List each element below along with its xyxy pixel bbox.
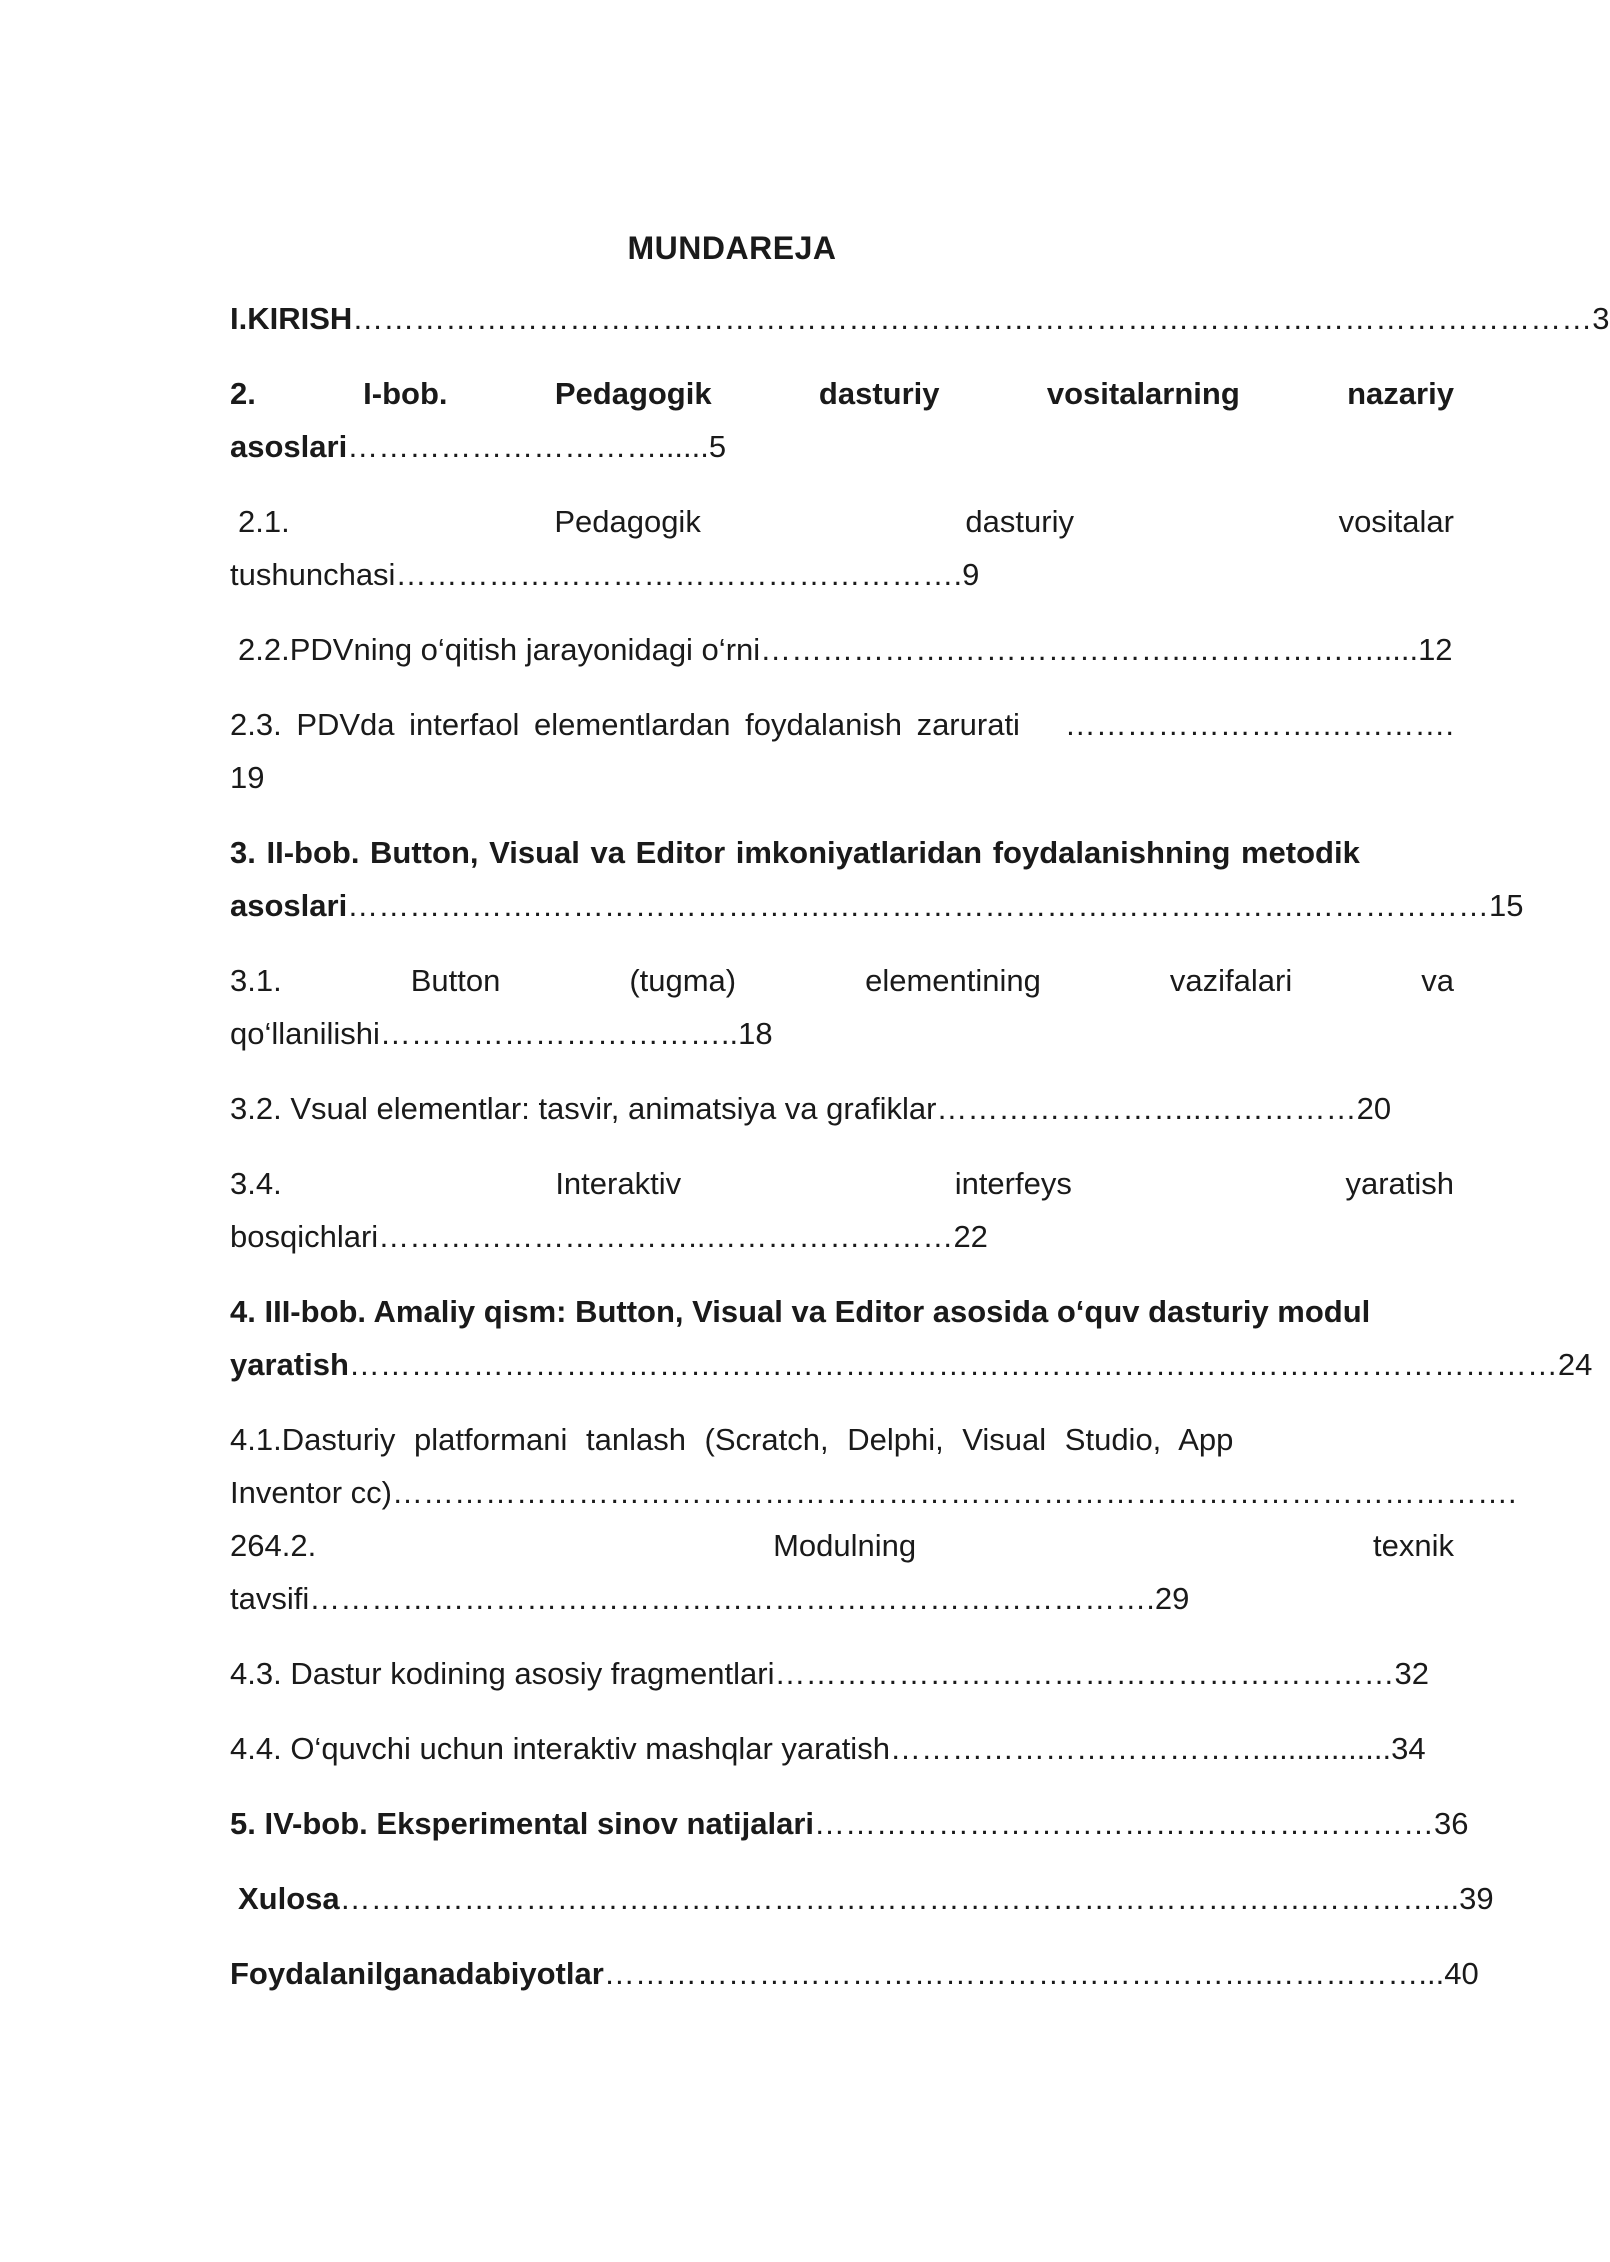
toc-entry-2-3 xyxy=(230,698,1454,804)
toc-entry-title: tavsifi xyxy=(230,1581,310,1616)
toc-word: Pedagogik xyxy=(554,376,712,411)
toc-entry-line xyxy=(230,698,1454,751)
toc-word: yaratish xyxy=(1345,1166,1454,1201)
toc-entry-2-1 xyxy=(230,495,1454,601)
toc-entry-title: Xulosa xyxy=(238,1881,340,1916)
toc-leader-dots: ………………………………………………………………………………….…………... xyxy=(339,1881,1460,1916)
toc-entry-title: 5. IV-bob. Eksperimental sinov natijalari xyxy=(230,1806,815,1841)
toc-entry-continuation xyxy=(230,879,1524,932)
toc-word: vositalar xyxy=(1338,504,1454,539)
toc-entry-3-1 xyxy=(230,954,1454,1060)
toc-page-number: 36 xyxy=(1434,1806,1469,1841)
toc-entry-title: tushunchasi xyxy=(230,557,396,592)
toc-word: Button xyxy=(410,963,501,998)
toc-word: 3.4. xyxy=(230,1166,282,1201)
toc-leader-dots: …………………………….. xyxy=(379,1016,739,1051)
toc-leader-dots: ………………………………………………………………………. xyxy=(309,1581,1155,1616)
toc-page-number: 12 xyxy=(1418,632,1453,667)
toc-entry-3-4 xyxy=(230,1157,1454,1263)
toc-page-number: 34 xyxy=(1391,1731,1426,1766)
toc-page-number: 24 xyxy=(1557,1347,1593,1382)
toc-word: elementining xyxy=(865,963,1041,998)
toc-entry-title: asoslari xyxy=(230,429,348,464)
toc-leader-dots: …………………………………………………… xyxy=(774,1656,1395,1691)
toc-entry-continuation xyxy=(230,1572,1454,1625)
toc-word: 2. xyxy=(230,376,256,411)
toc-entry-4-4 xyxy=(230,1722,1454,1775)
toc-entry-title: bosqichlari xyxy=(230,1219,379,1254)
toc-page-number: 39 xyxy=(1459,1881,1494,1916)
toc-entry-continuation xyxy=(230,548,1454,601)
toc-leader-dots: ……………….……………………….……………………………………….……………… xyxy=(347,888,1490,923)
toc-entry-line xyxy=(230,1157,1454,1210)
toc-entry-title: Foydalanilganadabiyotlar xyxy=(230,1956,604,1991)
toc-entry-chapter-2 xyxy=(230,826,1524,932)
toc-page-number: 9 xyxy=(962,557,980,592)
toc-entry-title: 4.3. Dastur kodining asosiy fragmentlari xyxy=(230,1656,775,1691)
toc-leader-dots: ……………….…………………..………………..... xyxy=(760,632,1419,667)
toc-word: nazariy xyxy=(1347,376,1454,411)
toc-page-number: 32 xyxy=(1394,1656,1429,1691)
toc-word: va xyxy=(1421,963,1454,998)
toc-entry-continuation xyxy=(230,1466,1517,1519)
toc-entry-title: asoslari xyxy=(230,888,348,923)
toc-word: (tugma) xyxy=(629,963,737,998)
toc-entry-title: 3.2. Vsual elementlar: tasvir, animatsiya va grafiklar xyxy=(230,1091,937,1126)
toc-word: 3.1. xyxy=(230,963,282,998)
toc-word: I-bob. xyxy=(363,376,448,411)
toc-word: interfeys xyxy=(954,1166,1072,1201)
toc-leader-dots: ………………………………............... xyxy=(889,1731,1392,1766)
toc-page-number: 22 xyxy=(953,1219,988,1254)
toc-leader-dots: ………………………………………………………………………………………………………… xyxy=(352,301,1593,336)
toc-entry-title: I.KIRISH xyxy=(230,301,353,336)
toc-entry-line xyxy=(230,954,1454,1007)
toc-entry-continuation xyxy=(230,1210,1454,1263)
toc-word: dasturiy xyxy=(818,376,940,411)
toc-leader-dots: ……………………..…………… xyxy=(936,1091,1357,1126)
toc-entry-references xyxy=(230,1947,1479,2000)
toc-leader-dots: ……………………………………………………….……………... xyxy=(603,1956,1445,1991)
toc-leader-dots: …………………….…………. xyxy=(1064,707,1454,742)
toc-entry-title: yaratish xyxy=(230,1347,349,1382)
toc-entry-title: 4.4. O‘quvchi uchun interaktiv mashqlar yaratish xyxy=(230,1731,890,1766)
toc-word: texnik xyxy=(1373,1528,1454,1563)
toc-word: vositalarning xyxy=(1046,376,1240,411)
toc-entry-title: 2.2.PDVning o‘qitish jarayonidagi o‘rni xyxy=(238,632,761,667)
toc-entry-line: 4.1.Dasturiy platformani tanlash (Scratch, Delphi, Visual Studio, App xyxy=(230,1422,1234,1457)
toc-entry-title: Inventor cc) xyxy=(230,1475,392,1510)
toc-entry-4-1 xyxy=(230,1413,1517,1625)
toc-leader-dots: …………………………………………………… xyxy=(814,1806,1435,1841)
toc-leader-dots: …………………………...... xyxy=(347,429,709,464)
toc-leader-dots: ………………………………………………. xyxy=(395,557,963,592)
toc-word: dasturiy xyxy=(965,504,1074,539)
toc-entry-chapter-3 xyxy=(230,1285,1593,1391)
table-of-contents xyxy=(230,292,1610,2022)
toc-page-number: 15 xyxy=(1489,888,1524,923)
toc-page-number: 5 xyxy=(708,429,727,464)
toc-page-number: 19 xyxy=(230,760,265,795)
toc-entry-chapter-4 xyxy=(230,1797,1469,1850)
toc-entry-3-2 xyxy=(230,1082,1454,1135)
toc-entry-chapter-1 xyxy=(230,367,1454,473)
toc-entry-line: 4. III-bob. Amaliy qism: Button, Visual va Editor asosida o‘quv dasturiy modul xyxy=(230,1294,1371,1329)
toc-entry-xulosa xyxy=(230,1872,1494,1925)
toc-entry-line xyxy=(230,495,1454,548)
toc-word: Pedagogik xyxy=(554,504,701,539)
toc-word: Interaktiv xyxy=(555,1166,682,1201)
toc-entry-continuation xyxy=(230,751,1454,804)
toc-entry-title: qo‘llanilishi xyxy=(230,1016,380,1051)
toc-entry-continuation xyxy=(230,1007,1454,1060)
toc-leader-dots: …………………………..…………………… xyxy=(378,1219,954,1254)
toc-entry-line: 3. II-bob. Button, Visual va Editor imkoniyatlaridan foydalanishning metodik xyxy=(230,835,1360,870)
toc-leader-dots: ………………………………………………………………………………………………. xyxy=(391,1475,1517,1510)
toc-page-number: 18 xyxy=(738,1016,773,1051)
toc-entry-title: 2.3. PDVda interfaol elementlardan foydalanish zarurati xyxy=(230,707,1020,742)
toc-page-number: 29 xyxy=(1154,1581,1190,1616)
toc-page-number: 20 xyxy=(1356,1091,1392,1126)
toc-entry-4-3 xyxy=(230,1647,1454,1700)
toc-entry-2-2 xyxy=(230,623,1454,676)
toc-entry-continuation xyxy=(230,1338,1593,1391)
page-title: MUNDAREJA xyxy=(627,230,837,266)
toc-entry-line xyxy=(230,367,1454,420)
toc-word: 264.2. xyxy=(230,1528,317,1563)
toc-word: vazifalari xyxy=(1169,963,1293,998)
toc-entry-line xyxy=(230,1519,1454,1572)
toc-entry-continuation xyxy=(230,420,1454,473)
toc-page-number: 3 xyxy=(1592,301,1610,336)
toc-word: 2.1. xyxy=(238,504,290,539)
toc-word: Modulning xyxy=(773,1528,917,1563)
toc-entry-kirish xyxy=(230,292,1610,345)
toc-leader-dots: ……………………………………………………………………………………………………… xyxy=(348,1347,1558,1382)
toc-page-number: 40 xyxy=(1444,1956,1479,1991)
